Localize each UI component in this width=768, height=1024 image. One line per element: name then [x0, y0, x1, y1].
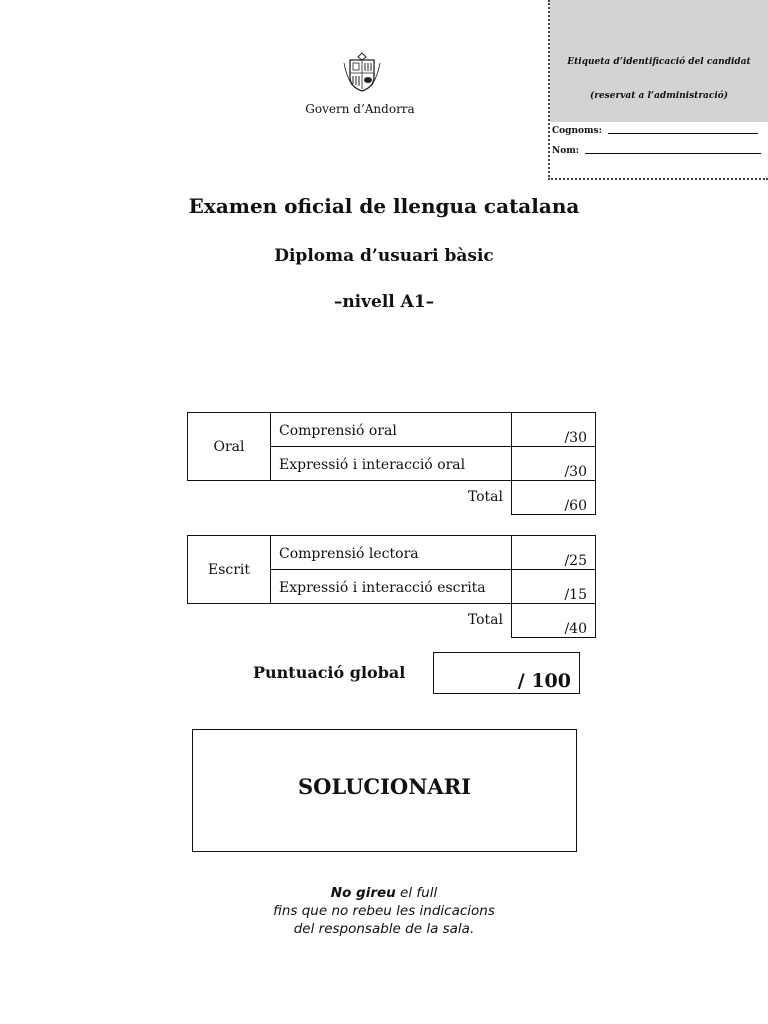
- table-row: [188, 413, 596, 447]
- govern-name: Govern d’Andorra: [305, 102, 415, 116]
- escrit-score-table: [187, 535, 596, 638]
- oral-row-1-score[interactable]: /30: [512, 413, 596, 447]
- footer-line-1: [184, 884, 584, 902]
- level-title: –nivell A1–: [333, 292, 435, 312]
- oral-row-2-label: Expressió i interacció oral: [271, 447, 512, 481]
- label-title: Etiqueta d’identificació del candidat: [567, 57, 751, 67]
- footer-bold: No gireu: [330, 885, 396, 901]
- andorra-coat-of-arms-icon: [340, 51, 384, 93]
- solucionari-title: SOLUCIONARI: [298, 774, 471, 799]
- footer-line-3: del responsable de la sala.: [293, 921, 475, 937]
- escrit-total-label: Total: [467, 612, 503, 628]
- escrit-row-2-label: Expressió i interacció escrita: [271, 570, 512, 604]
- footer-line-2: fins que no rebeu les indicacions: [273, 903, 495, 919]
- table-row: [188, 536, 596, 570]
- oral-total-score[interactable]: /60: [512, 481, 596, 515]
- name-field[interactable]: [552, 146, 761, 156]
- escrit-category: Escrit: [188, 536, 271, 604]
- name-label: Nom:: [552, 146, 580, 156]
- footer-note: [184, 884, 584, 938]
- diploma-title: Diploma d’usuari bàsic: [274, 246, 494, 266]
- global-score-box[interactable]: [433, 652, 580, 694]
- empty-cell: [188, 604, 271, 638]
- oral-row-1-label: Comprensió oral: [271, 413, 512, 447]
- footer-line-1-rest: el full: [395, 885, 438, 901]
- surname-line: [608, 132, 758, 134]
- table-row: [188, 481, 596, 515]
- oral-row-2-score[interactable]: /30: [512, 447, 596, 481]
- oral-score-table: [187, 412, 596, 515]
- oral-total-label: Total: [467, 489, 503, 505]
- escrit-total-score[interactable]: /40: [512, 604, 596, 638]
- candidate-id-label-box: [548, 0, 768, 180]
- exam-title: Examen oficial de llengua catalana: [188, 194, 580, 218]
- surname-field[interactable]: [552, 126, 758, 136]
- global-score-value: / 100: [517, 670, 571, 692]
- escrit-row-2-score[interactable]: /15: [512, 570, 596, 604]
- escrit-row-1-label: Comprensió lectora: [271, 536, 512, 570]
- name-line: [585, 152, 761, 154]
- label-subtitle: (reservat a l’administració): [589, 91, 729, 101]
- surname-label: Cognoms:: [552, 126, 602, 136]
- empty-cell: [188, 481, 271, 515]
- solucionari-box: [192, 729, 577, 852]
- escrit-row-1-score[interactable]: /25: [512, 536, 596, 570]
- oral-category: Oral: [188, 413, 271, 481]
- global-score-label: Puntuació global: [253, 663, 406, 682]
- table-row: [188, 604, 596, 638]
